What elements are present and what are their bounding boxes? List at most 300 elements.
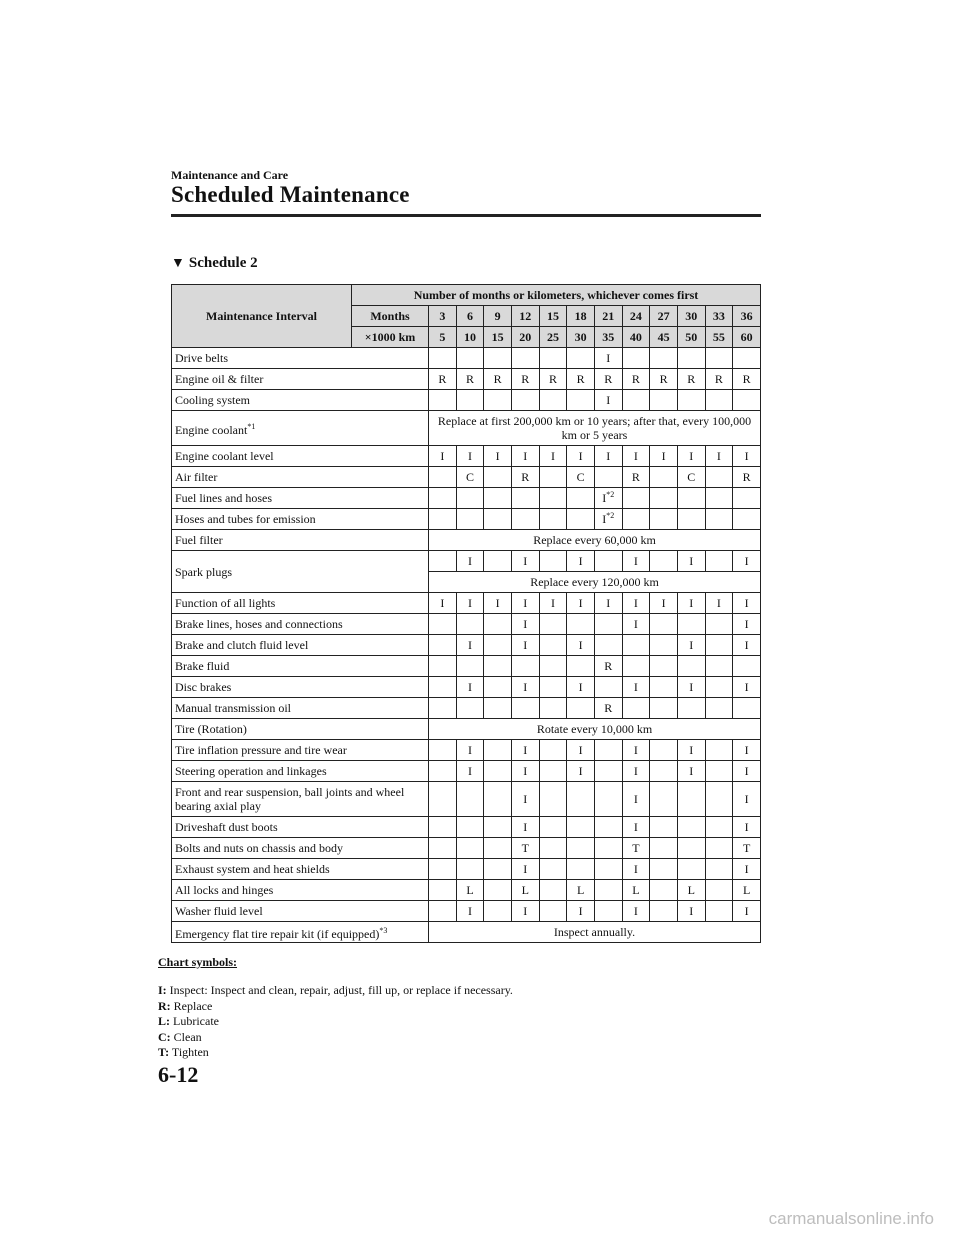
- table-row: [172, 719, 761, 740]
- item-label: Brake fluid: [175, 659, 230, 673]
- item-cell: [172, 509, 429, 530]
- value-cell: I: [567, 761, 595, 782]
- value-cell: I: [456, 635, 484, 656]
- value-cell: [705, 348, 733, 369]
- value-cell: [539, 348, 567, 369]
- value-cell: L: [567, 880, 595, 901]
- table-row: [172, 817, 761, 838]
- value-cell: [567, 614, 595, 635]
- value-cell: [429, 782, 457, 817]
- item-cell: [172, 901, 429, 922]
- value-cell: [484, 467, 512, 488]
- value-cell: I: [456, 593, 484, 614]
- value-cell: [650, 467, 678, 488]
- value-cell: I: [733, 782, 761, 817]
- value-cell: [705, 901, 733, 922]
- value-cell: I: [511, 446, 539, 467]
- value-cell: I: [511, 901, 539, 922]
- value-cell: [567, 859, 595, 880]
- km-header: 20: [511, 327, 539, 348]
- value-cell: [650, 488, 678, 509]
- value-cell: I: [511, 593, 539, 614]
- value-cell: [484, 614, 512, 635]
- value-cell: [456, 390, 484, 411]
- legend-key: C:: [158, 1029, 171, 1044]
- value-cell: [650, 901, 678, 922]
- item-cell: [172, 761, 429, 782]
- legend-item: [158, 1045, 513, 1061]
- value-cell: [539, 390, 567, 411]
- value-cell: [705, 677, 733, 698]
- schedule-title: Schedule 2: [188, 255, 258, 271]
- footnote-ref: *2: [606, 490, 615, 499]
- month-header: 33: [705, 306, 733, 327]
- value-cell: I: [511, 859, 539, 880]
- value-cell: L: [733, 880, 761, 901]
- value-cell: R: [594, 656, 622, 677]
- value-cell: [484, 817, 512, 838]
- value-cell: [650, 782, 678, 817]
- value-cell: [594, 838, 622, 859]
- value-cell: [539, 656, 567, 677]
- item-label: Engine oil & filter: [175, 372, 264, 386]
- value-cell: R: [511, 369, 539, 390]
- value-cell: I: [456, 446, 484, 467]
- table-body: [172, 348, 761, 943]
- table-row: [172, 593, 761, 614]
- footnote-ref: *2: [606, 511, 615, 520]
- footnote-ref: *3: [379, 925, 388, 935]
- value-cell: [429, 390, 457, 411]
- value-cell: I: [567, 593, 595, 614]
- value-cell: I: [622, 859, 650, 880]
- value-cell: I: [622, 446, 650, 467]
- value-cell: [705, 390, 733, 411]
- value-cell: [677, 348, 705, 369]
- legend-text: Tighten: [171, 1045, 209, 1059]
- value-cell: T: [733, 838, 761, 859]
- value-cell: [429, 761, 457, 782]
- value-cell: [733, 656, 761, 677]
- month-header: 27: [650, 306, 678, 327]
- value-cell: [567, 509, 595, 530]
- value-cell: [539, 901, 567, 922]
- value-cell: I: [594, 593, 622, 614]
- item-cell: [172, 740, 429, 761]
- item-label: Exhaust system and heat shields: [175, 862, 330, 876]
- value-cell: [705, 761, 733, 782]
- km-header: 40: [622, 327, 650, 348]
- value-cell: [594, 635, 622, 656]
- value-cell: [677, 488, 705, 509]
- value-cell: [677, 614, 705, 635]
- value-cell: [429, 677, 457, 698]
- value-cell: [429, 656, 457, 677]
- value-cell: [650, 348, 678, 369]
- value-cell: I: [733, 677, 761, 698]
- legend-key: T:: [158, 1045, 170, 1059]
- value-cell: [429, 698, 457, 719]
- span-note: Replace at first 200,000 km or 10 years; after that, every 100,000 km or 5 years: [429, 411, 761, 446]
- value-cell: I: [511, 551, 539, 572]
- value-cell: [650, 656, 678, 677]
- item-label: Driveshaft dust boots: [175, 820, 278, 834]
- span-note: Rotate every 10,000 km: [429, 719, 761, 740]
- value-cell: R: [677, 369, 705, 390]
- value-cell: I: [705, 446, 733, 467]
- month-header: 6: [456, 306, 484, 327]
- value-cell: R: [733, 369, 761, 390]
- value-cell: [705, 635, 733, 656]
- value-cell: [484, 488, 512, 509]
- value-cell: I: [622, 551, 650, 572]
- value-cell: R: [567, 369, 595, 390]
- km-header: 30: [567, 327, 595, 348]
- value-cell: I: [567, 901, 595, 922]
- span-note: Replace every 120,000 km: [429, 572, 761, 593]
- value-cell: I: [511, 614, 539, 635]
- value-cell: [594, 467, 622, 488]
- value-cell: [677, 698, 705, 719]
- interval-header: Maintenance Interval: [172, 285, 352, 348]
- value-cell: I: [622, 782, 650, 817]
- table-row: [172, 880, 761, 901]
- value-cell: [456, 488, 484, 509]
- value-cell: C: [456, 467, 484, 488]
- value-cell: [622, 698, 650, 719]
- month-header: 9: [484, 306, 512, 327]
- item-cell: [172, 880, 429, 901]
- value-cell: [650, 859, 678, 880]
- value-cell: [594, 901, 622, 922]
- month-header: 24: [622, 306, 650, 327]
- value-cell: [567, 698, 595, 719]
- value-cell: [677, 817, 705, 838]
- value-cell: [594, 761, 622, 782]
- month-header: 15: [539, 306, 567, 327]
- value-cell: [539, 838, 567, 859]
- value-cell: I: [677, 761, 705, 782]
- value-cell: [456, 348, 484, 369]
- value-cell: [429, 817, 457, 838]
- item-label: Front and rear suspension, ball joints and wheel bearing axial play: [175, 785, 405, 813]
- value-cell: I: [484, 446, 512, 467]
- value-cell: [705, 838, 733, 859]
- value-cell: I: [622, 593, 650, 614]
- table-header: [172, 285, 761, 348]
- km-header: 45: [650, 327, 678, 348]
- value-cell: [539, 551, 567, 572]
- value-cell: [677, 782, 705, 817]
- value-cell: [484, 761, 512, 782]
- value-cell: [650, 635, 678, 656]
- value-cell: [484, 390, 512, 411]
- value-cell: [677, 656, 705, 677]
- value-symbol: I: [602, 512, 607, 526]
- table-row: [172, 782, 761, 817]
- table-row: [172, 348, 761, 369]
- page-number: 6-12: [158, 1062, 199, 1087]
- value-cell: I: [733, 901, 761, 922]
- legend-text: Lubricate: [173, 1014, 219, 1028]
- value-cell: C: [677, 467, 705, 488]
- item-label: Engine coolant level: [175, 449, 274, 463]
- watermark: carmanualsonline.info: [768, 1209, 934, 1228]
- table-row: [172, 614, 761, 635]
- value-cell: [650, 838, 678, 859]
- item-cell: [172, 782, 429, 817]
- item-cell: [172, 614, 429, 635]
- value-cell: [456, 614, 484, 635]
- km-header: 60: [733, 327, 761, 348]
- value-cell: [511, 698, 539, 719]
- value-cell: [429, 551, 457, 572]
- value-cell: [677, 859, 705, 880]
- value-cell: [567, 348, 595, 369]
- item-label: Tire inflation pressure and tire wear: [175, 743, 347, 757]
- table-row: [172, 635, 761, 656]
- legend-item: [158, 1030, 513, 1046]
- span-note: Replace every 60,000 km: [429, 530, 761, 551]
- table-row: [172, 390, 761, 411]
- value-cell: [677, 509, 705, 530]
- value-cell: I: [456, 677, 484, 698]
- legend-key: I:: [158, 983, 167, 997]
- value-cell: I: [456, 901, 484, 922]
- value-cell: I: [511, 677, 539, 698]
- value-cell: [567, 817, 595, 838]
- value-cell: [567, 390, 595, 411]
- value-cell: [484, 782, 512, 817]
- legend-item: [158, 1014, 513, 1030]
- value-cell: L: [511, 880, 539, 901]
- legend-key: L:: [158, 1014, 170, 1028]
- value-cell: [677, 390, 705, 411]
- value-cell: I: [456, 551, 484, 572]
- value-cell: [567, 782, 595, 817]
- value-cell: [539, 467, 567, 488]
- value-cell: [677, 838, 705, 859]
- value-cell: I: [733, 593, 761, 614]
- value-cell: [733, 390, 761, 411]
- value-cell: R: [705, 369, 733, 390]
- value-cell: [622, 635, 650, 656]
- value-cell: [429, 614, 457, 635]
- km-label: ×1000 km: [352, 327, 429, 348]
- item-cell: [172, 369, 429, 390]
- item-label: Steering operation and linkages: [175, 764, 327, 778]
- legend-title: Chart symbols:: [158, 955, 238, 969]
- value-cell: [456, 782, 484, 817]
- value-cell: [429, 901, 457, 922]
- item-cell: [172, 551, 429, 593]
- value-cell: I: [677, 677, 705, 698]
- value-cell: [539, 488, 567, 509]
- value-cell: [429, 509, 457, 530]
- table-row: [172, 411, 761, 446]
- value-cell: I: [594, 446, 622, 467]
- value-cell: I: [733, 446, 761, 467]
- value-cell: R: [511, 467, 539, 488]
- item-cell: [172, 817, 429, 838]
- km-header: 5: [429, 327, 457, 348]
- value-cell: I: [594, 348, 622, 369]
- value-cell: I: [429, 593, 457, 614]
- section-label: Maintenance and Care: [171, 168, 289, 182]
- value-cell: [456, 817, 484, 838]
- km-header: 55: [705, 327, 733, 348]
- value-cell: [650, 817, 678, 838]
- item-cell: [172, 348, 429, 369]
- value-cell: [594, 859, 622, 880]
- value-cell: T: [511, 838, 539, 859]
- value-cell: R: [594, 698, 622, 719]
- value-cell: [705, 740, 733, 761]
- km-header: 25: [539, 327, 567, 348]
- value-cell: I: [677, 901, 705, 922]
- value-cell: [484, 677, 512, 698]
- value-cell: I: [733, 551, 761, 572]
- value-cell: [650, 390, 678, 411]
- item-label: Brake lines, hoses and connections: [175, 617, 343, 631]
- item-label: Engine coolant: [175, 422, 248, 437]
- value-cell: [429, 467, 457, 488]
- legend-text: Clean: [173, 1029, 202, 1044]
- value-cell: I: [650, 446, 678, 467]
- value-cell: I: [511, 761, 539, 782]
- value-cell: [594, 614, 622, 635]
- item-cell: [172, 446, 429, 467]
- value-cell: [539, 782, 567, 817]
- value-cell: [539, 614, 567, 635]
- value-cell: [429, 838, 457, 859]
- value-cell: [650, 880, 678, 901]
- item-label: Drive belts: [175, 351, 228, 365]
- table-row: [172, 446, 761, 467]
- value-cell: [594, 509, 622, 530]
- value-cell: [456, 509, 484, 530]
- value-cell: [511, 509, 539, 530]
- value-cell: [733, 488, 761, 509]
- value-cell: [622, 348, 650, 369]
- value-cell: I: [567, 635, 595, 656]
- value-cell: I: [733, 761, 761, 782]
- value-cell: R: [594, 369, 622, 390]
- table-row: [172, 369, 761, 390]
- value-cell: [650, 614, 678, 635]
- item-cell: [172, 677, 429, 698]
- table-row: [172, 551, 761, 572]
- value-cell: [650, 698, 678, 719]
- value-cell: [594, 551, 622, 572]
- value-cell: I: [622, 677, 650, 698]
- value-cell: I: [622, 817, 650, 838]
- value-cell: I: [733, 817, 761, 838]
- value-cell: [733, 698, 761, 719]
- value-cell: [539, 761, 567, 782]
- item-cell: [172, 656, 429, 677]
- value-cell: I: [677, 593, 705, 614]
- value-cell: [594, 677, 622, 698]
- value-cell: [705, 880, 733, 901]
- month-header: 36: [733, 306, 761, 327]
- value-cell: L: [677, 880, 705, 901]
- value-cell: [484, 656, 512, 677]
- value-cell: [484, 740, 512, 761]
- value-cell: [429, 859, 457, 880]
- item-cell: [172, 390, 429, 411]
- item-label: All locks and hinges: [175, 883, 274, 897]
- table-row: [172, 656, 761, 677]
- value-cell: [622, 390, 650, 411]
- value-cell: [567, 488, 595, 509]
- value-cell: [705, 614, 733, 635]
- value-cell: [594, 817, 622, 838]
- value-cell: [622, 509, 650, 530]
- value-cell: R: [456, 369, 484, 390]
- months-label: Months: [352, 306, 429, 327]
- value-cell: I: [650, 593, 678, 614]
- value-cell: [484, 348, 512, 369]
- table-row: [172, 530, 761, 551]
- value-cell: I: [677, 551, 705, 572]
- value-cell: [429, 488, 457, 509]
- item-label: Manual transmission oil: [175, 701, 291, 715]
- value-cell: I: [733, 859, 761, 880]
- km-header: 50: [677, 327, 705, 348]
- month-header: 21: [594, 306, 622, 327]
- table-row: [172, 677, 761, 698]
- value-cell: R: [733, 467, 761, 488]
- value-cell: I: [567, 446, 595, 467]
- item-label: Fuel lines and hoses: [175, 491, 272, 505]
- table-row: [172, 509, 761, 530]
- value-cell: [456, 838, 484, 859]
- item-cell: [172, 859, 429, 880]
- item-cell: [172, 411, 429, 446]
- value-cell: [429, 880, 457, 901]
- value-cell: [484, 838, 512, 859]
- value-cell: R: [622, 369, 650, 390]
- value-cell: R: [622, 467, 650, 488]
- value-cell: I: [622, 614, 650, 635]
- value-cell: I: [677, 740, 705, 761]
- km-header: 10: [456, 327, 484, 348]
- item-label: Brake and clutch fluid level: [175, 638, 309, 652]
- value-cell: [484, 859, 512, 880]
- value-cell: [456, 656, 484, 677]
- value-cell: [511, 348, 539, 369]
- value-cell: [650, 740, 678, 761]
- value-cell: [456, 698, 484, 719]
- schedule-heading: [171, 255, 258, 272]
- value-cell: R: [539, 369, 567, 390]
- value-cell: [705, 467, 733, 488]
- item-cell: [172, 635, 429, 656]
- value-cell: L: [622, 880, 650, 901]
- value-cell: [484, 880, 512, 901]
- legend: [158, 983, 513, 1061]
- item-cell: [172, 593, 429, 614]
- value-cell: [705, 488, 733, 509]
- legend-key: R:: [158, 998, 171, 1013]
- value-cell: I: [733, 614, 761, 635]
- value-cell: I: [484, 593, 512, 614]
- value-cell: [705, 859, 733, 880]
- footnote-ref: *1: [247, 421, 256, 431]
- value-cell: [705, 817, 733, 838]
- value-cell: I: [567, 551, 595, 572]
